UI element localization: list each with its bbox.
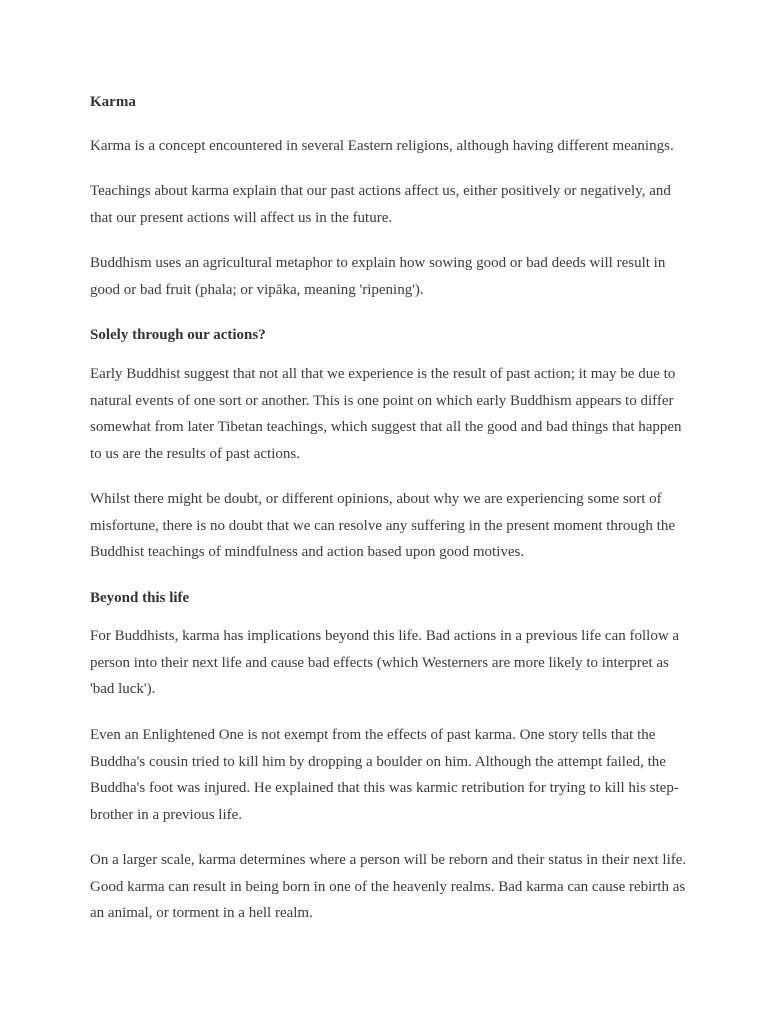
paragraph: Teachings about karma explain that our past actions affect us, either positively or negatively, and that our present actions will affect us in the future. bbox=[90, 183, 671, 226]
section-heading-beyond-this-life: Beyond this life bbox=[90, 590, 190, 606]
section-heading-solely-through-our-actions: Solely through our actions? bbox=[90, 327, 266, 343]
paragraph: Buddhism uses an agricultural metaphor to explain how sowing good or bad deeds will result in good or bad fruit (phala; or vipāka, meaning 'ripening'). bbox=[90, 255, 666, 298]
paragraph: Even an Enlightened One is not exempt from the effects of past karma. One story tells that the Buddha's cousin tried to kill him by dropping a boulder on him. Although the attempt failed, the Buddha's foot was injured. He explained that this was karmic retribution for trying to kill his step-brother in a previous life. bbox=[90, 727, 679, 824]
paragraph: On a larger scale, karma determines where a person will be reborn and their status in their next life. Good karma can result in being born in one of the heavenly realms. Bad karma can cause rebirth as an animal, or torment in a hell realm. bbox=[90, 852, 687, 922]
paragraph: Karma is a concept encountered in several Eastern religions, although having different meanings. bbox=[90, 138, 674, 154]
paragraph: For Buddhists, karma has implications beyond this life. Bad actions in a previous life can follow a person into their next life and cause bad effects (which Westerners are more likely to interpret as 'bad luck'). bbox=[90, 628, 680, 698]
paragraph: Whilst there might be doubt, or different opinions, about why we are experiencing some sort of misfortune, there is no doubt that we can resolve any suffering in the present moment through the Buddhist teachings of mindfulness and action based upon good motives. bbox=[90, 491, 675, 561]
section-heading-karma: Karma bbox=[90, 94, 136, 110]
paragraph: Early Buddhist suggest that not all that we experience is the result of past action; it may be due to natural events of one sort or another. This is one point on which early Buddhism appears to differ somewhat from later Tibetan teachings, which suggest that all the good and bad things that happen to us are the results of past actions. bbox=[90, 366, 682, 463]
